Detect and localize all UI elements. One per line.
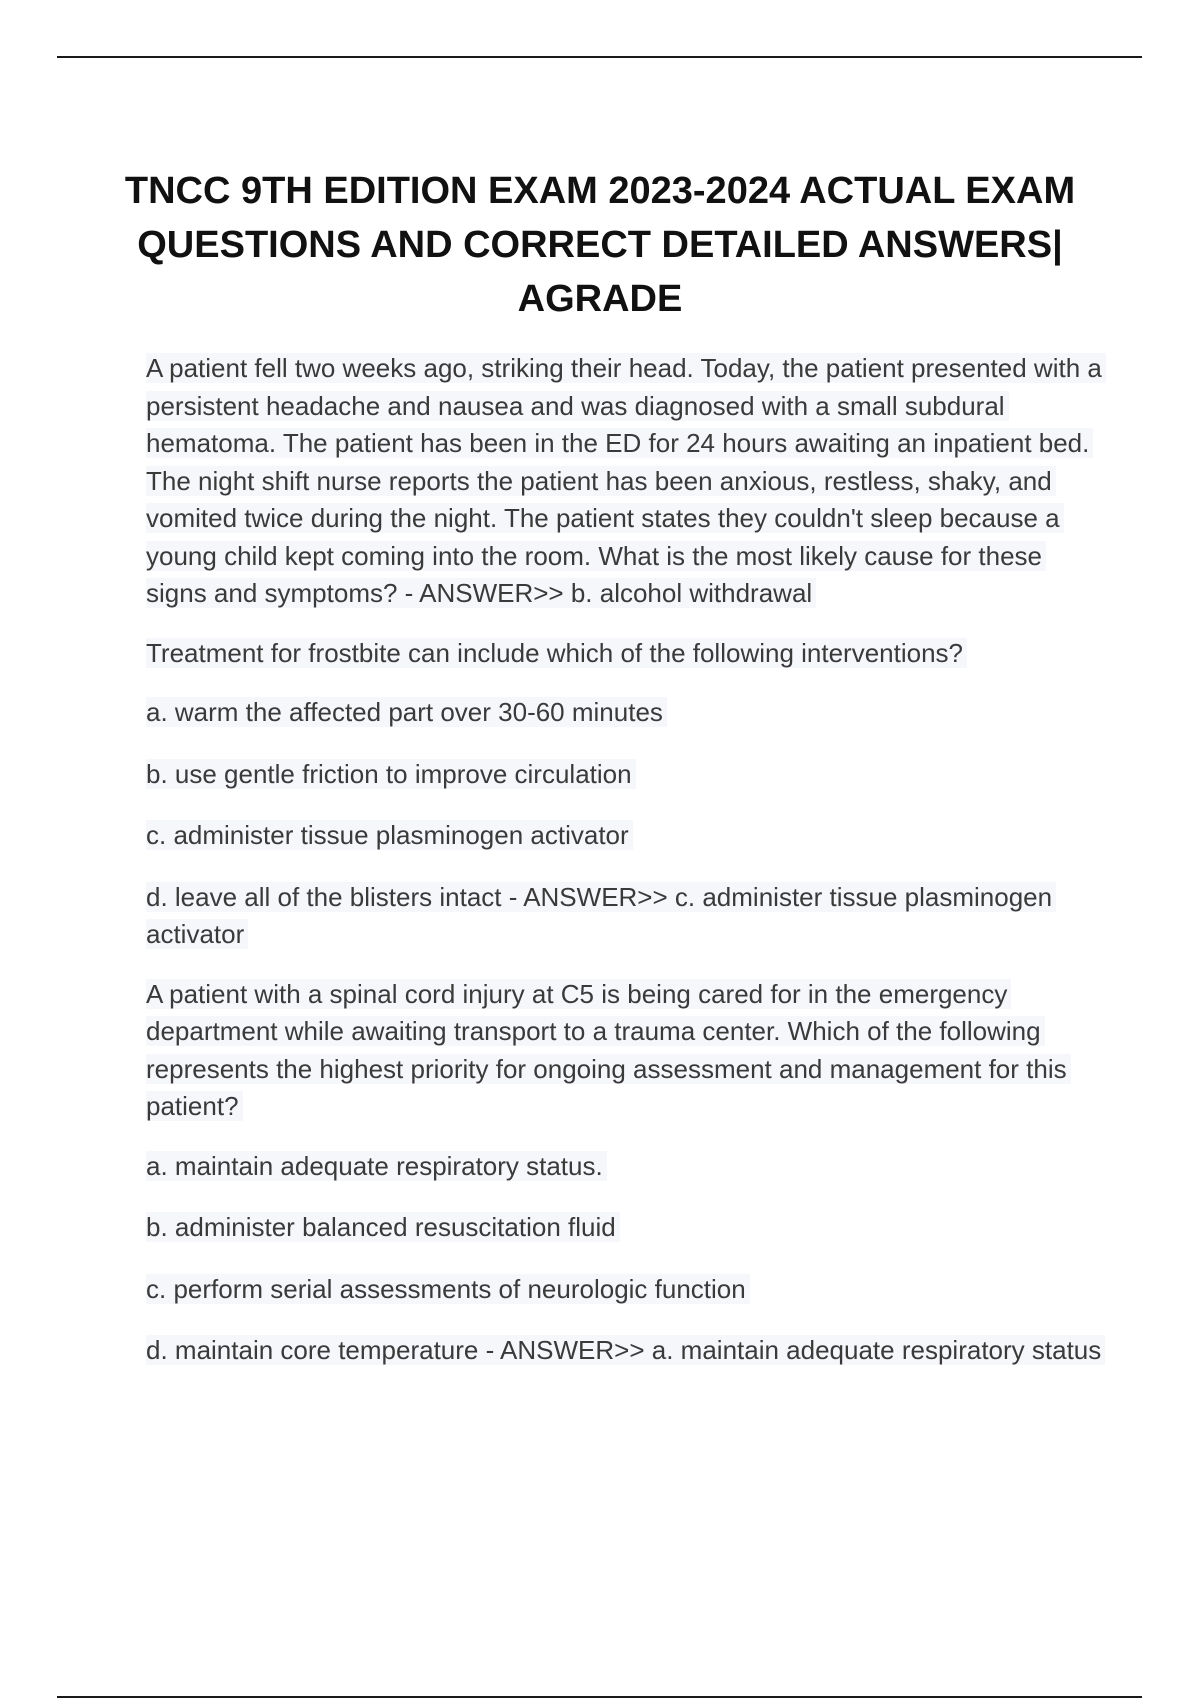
question-2-option-a: a. warm the affected part over 30-60 minutes: [146, 694, 1106, 732]
question-1-text: A patient fell two weeks ago, striking their head. Today, the patient presented with a persistent headache and nausea and was diagnosed with a small subdural hematoma. The patient has been in the ED for 24 hours awaiting an inpatient bed. The night shift nurse reports the patient has been anxious, restless, shaky, and vomited twice during the night. The patient states they couldn't sleep because a young child kept coming into the room. What is the most likely cause for these signs and symptoms? - ANSWER>> b. alcohol withdrawal: [146, 350, 1106, 613]
question-3-text: A patient with a spinal cord injury at C5 is being cared for in the emergency department while awaiting transport to a trauma center. Which of the following represents the highest priority for ongoing assessment and management for this patient?: [146, 976, 1106, 1126]
question-3-option-a: a. maintain adequate respiratory status.: [146, 1148, 1106, 1186]
question-2-option-b: b. use gentle friction to improve circulation: [146, 756, 1106, 794]
question-3-option-c: c. perform serial assessments of neurologic function: [146, 1271, 1106, 1309]
question-2-text: Treatment for frostbite can include which of the following interventions?: [146, 635, 1106, 673]
document-title: TNCC 9TH EDITION EXAM 2023-2024 ACTUAL EXAM QUESTIONS AND CORRECT DETAILED ANSWERS| AGRADE: [124, 170, 1076, 320]
bottom-divider: [57, 1696, 1142, 1698]
question-3-option-b: b. administer balanced resuscitation fluid: [146, 1209, 1106, 1247]
question-2-option-c: c. administer tissue plasminogen activator: [146, 817, 1106, 855]
question-2-option-d-answer: d. leave all of the blisters intact - ANSWER>> c. administer tissue plasminogen activator: [146, 879, 1106, 954]
question-3-option-d-answer: d. maintain core temperature - ANSWER>> a. maintain adequate respiratory status: [146, 1332, 1106, 1370]
top-divider: [57, 56, 1142, 58]
document-body: [146, 350, 1106, 1392]
